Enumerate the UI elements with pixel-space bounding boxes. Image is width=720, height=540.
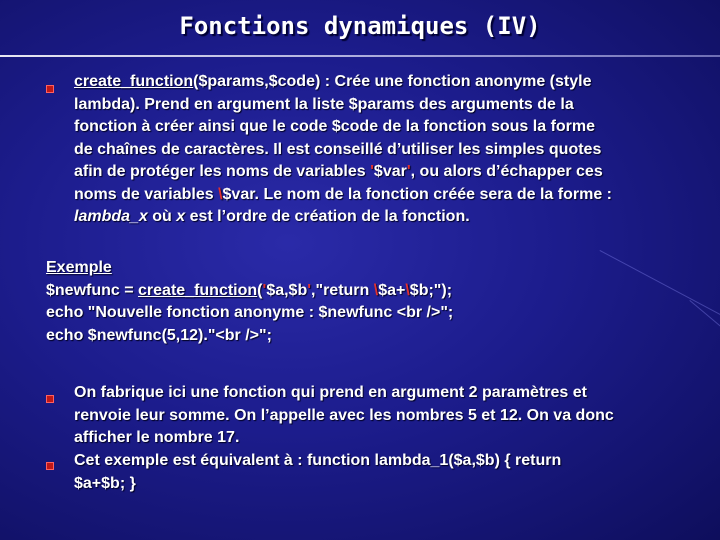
bullet-1-line-2: lambda). Prend en argument la liste $params des arguments de la (74, 95, 574, 113)
example-code-line-1: $newfunc = create_function('$a,$b',"return \$a+\$b;"); (46, 281, 453, 299)
bullet-2-line-2: renvoie leur somme. On l’appelle avec les nombres 5 et 12. On va donc (74, 406, 614, 424)
example-code-line-2: echo "Nouvelle fonction anonyme : $newfunc <br />"; (46, 304, 454, 321)
bullet-2-line-3: afficher le nombre 17. (74, 429, 240, 446)
bullet-marker (46, 462, 54, 470)
bullet-1-line-3: fonction à créer ainsi que le code $code de la fonction sous la forme (74, 118, 596, 135)
example-code-line-3: echo $newfunc(5,12)."<br />"; (46, 326, 272, 344)
bullet-1-line-6: noms de variables \$var. Le nom de la fonction créée sera de la forme : (74, 185, 612, 203)
example-heading: Exemple (46, 259, 112, 276)
bullet-1-line-5: afin de protéger les noms de variables '$var', ou alors d’échapper ces (74, 163, 603, 180)
bullet-3-line-2: $a+$b; } (74, 474, 136, 492)
bullet-1-line-7: lambda_x où x est l’ordre de création de la fonction. (74, 208, 470, 225)
title-underline (0, 55, 720, 57)
bullet-1-text (74, 71, 704, 229)
function-name: create_function (74, 73, 194, 90)
slide-title: Fonctions dynamiques (IV) (179, 12, 541, 40)
example-block (46, 257, 706, 347)
bullet-3-line-1: Cet exemple est équivalent à : function lambda_1($a,$b) { return (74, 452, 562, 469)
bullet-3-text (74, 450, 704, 495)
bullet-1-line-1: create_function($params,$code) : Crée une fonction anonyme (style (74, 73, 592, 90)
bullet-2-text (74, 382, 704, 450)
bullet-2-line-1: On fabrique ici une fonction qui prend en argument 2 paramètres et (74, 384, 587, 401)
bullet-marker (46, 395, 54, 403)
bullet-1-line-4: de chaînes de caractères. Il est conseillé d’utiliser les simples quotes (74, 140, 602, 158)
bullet-marker (46, 85, 54, 93)
